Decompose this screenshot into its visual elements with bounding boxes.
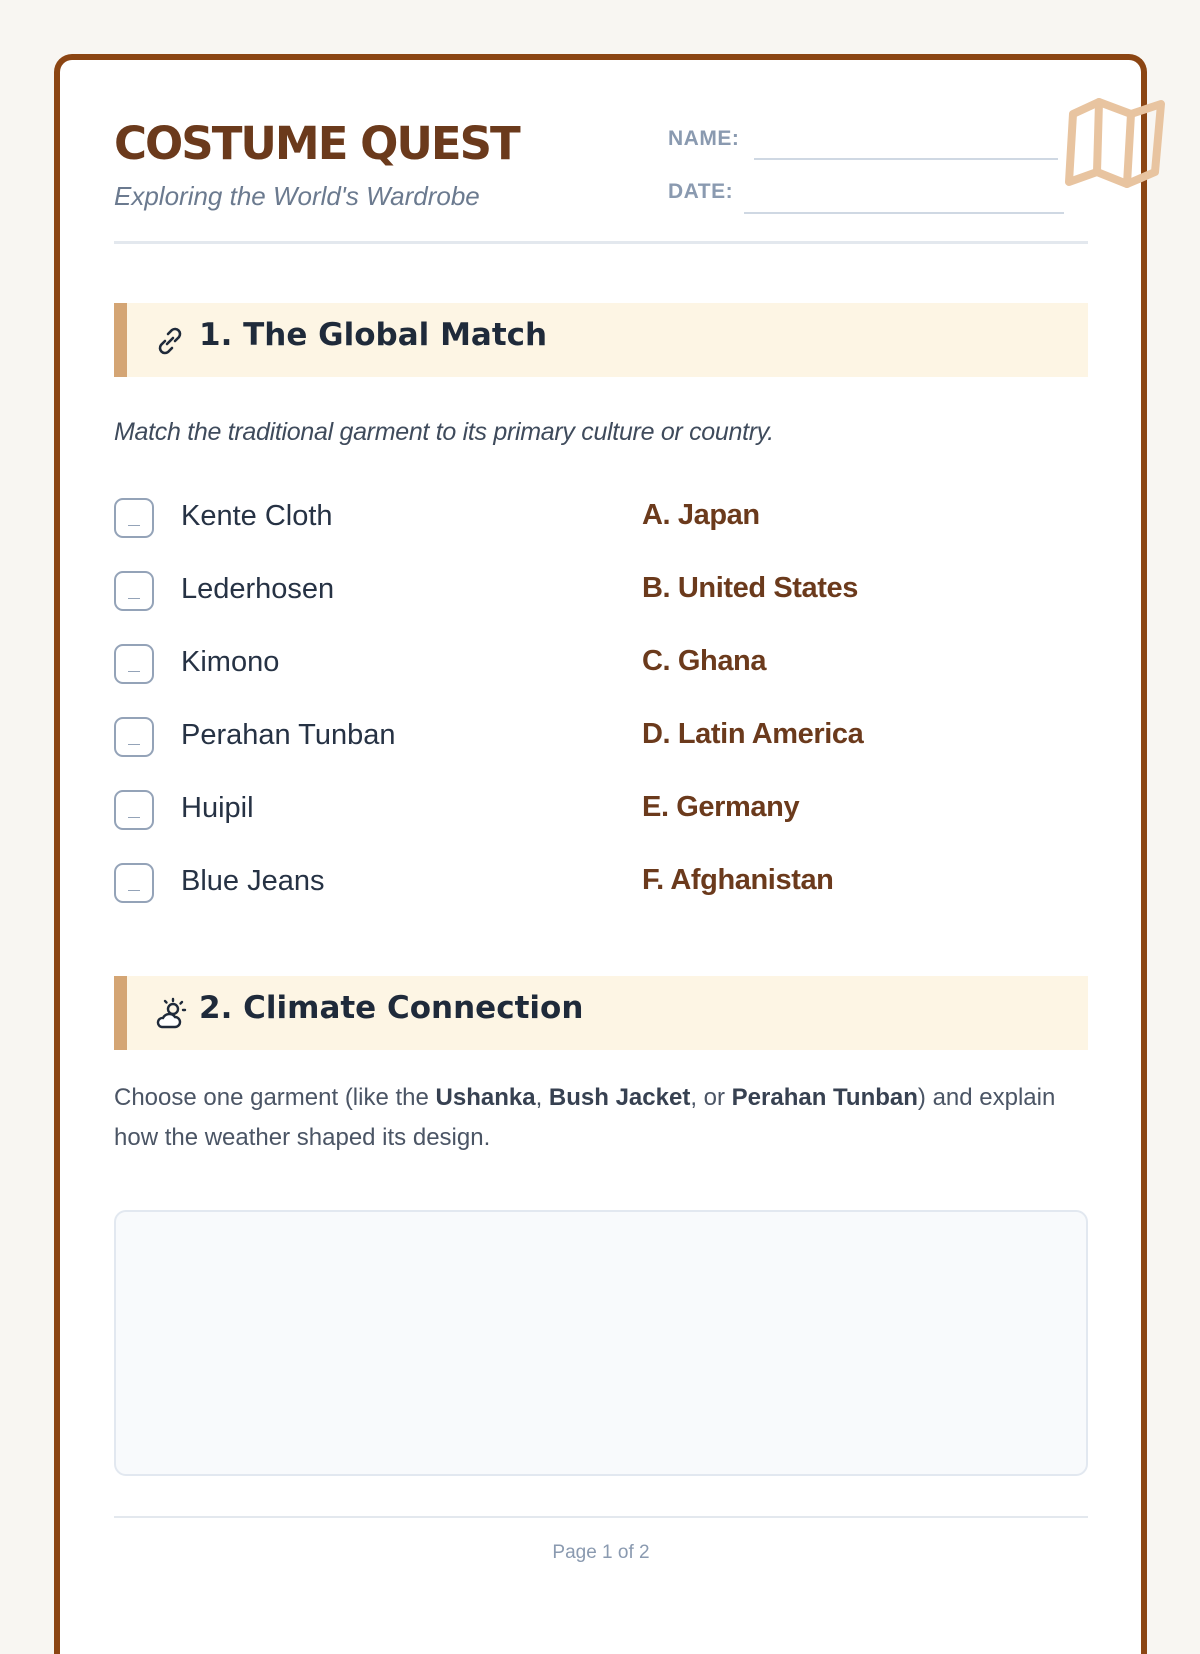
garment-label: Kimono: [181, 646, 280, 678]
garment-label: Huipil: [181, 792, 254, 824]
answer-checkbox[interactable]: [114, 717, 154, 757]
map-icon: [1065, 96, 1169, 196]
culture-option: B. United States: [642, 572, 858, 604]
answer-checkbox[interactable]: [114, 790, 154, 830]
answer-checkbox[interactable]: [114, 644, 154, 684]
culture-option: D. Latin America: [642, 718, 864, 750]
answer-textarea[interactable]: [114, 1210, 1088, 1476]
section-2-prompt: [114, 1078, 1088, 1158]
match-row: [114, 715, 1088, 759]
answer-checkbox[interactable]: [114, 863, 154, 903]
section-2-header: [114, 976, 1088, 1050]
match-row: [114, 569, 1088, 613]
prompt-text: , or: [690, 1084, 732, 1111]
culture-option: A. Japan: [642, 499, 760, 531]
prompt-text: ,: [535, 1084, 549, 1111]
page-number: Page 1 of 2: [552, 1542, 650, 1563]
prompt-text: Choose one garment (like the: [114, 1084, 436, 1111]
prompt-emphasis: Ushanka: [435, 1084, 536, 1111]
culture-option: E. Germany: [642, 791, 800, 823]
answer-checkbox[interactable]: [114, 498, 154, 538]
prompt-emphasis: Bush Jacket: [548, 1084, 691, 1111]
match-row: [114, 788, 1088, 832]
garment-label: Perahan Tunban: [181, 719, 396, 751]
match-row: [114, 496, 1088, 540]
prompt-text: ) and explain how the weather shaped its design.: [114, 1084, 1056, 1151]
section-1-title: 1. The Global Match: [199, 317, 548, 353]
section-1-header: [114, 303, 1088, 377]
garment-label: Blue Jeans: [181, 865, 325, 897]
worksheet-title: COSTUME QUEST: [114, 117, 519, 170]
answer-checkbox[interactable]: [114, 571, 154, 611]
name-label: NAME:: [668, 127, 740, 150]
weather-icon: [153, 997, 187, 1031]
link-icon: [153, 324, 187, 358]
worksheet-subtitle: Exploring the World's Wardrobe: [114, 181, 480, 211]
worksheet-page: [54, 54, 1147, 1654]
culture-option: F. Afghanistan: [642, 864, 834, 896]
date-label: DATE:: [668, 180, 734, 203]
name-field[interactable]: [754, 158, 1058, 160]
match-row: [114, 642, 1088, 686]
footer-divider: [114, 1516, 1088, 1518]
header-divider: [114, 241, 1088, 244]
match-row: [114, 861, 1088, 905]
date-field[interactable]: [744, 212, 1064, 214]
garment-label: Lederhosen: [181, 573, 335, 605]
section-1-instructions: Match the traditional garment to its primary culture or country.: [114, 418, 774, 446]
culture-option: C. Ghana: [642, 645, 767, 677]
garment-label: Kente Cloth: [181, 500, 333, 532]
section-2-title: 2. Climate Connection: [199, 990, 584, 1026]
prompt-emphasis: Perahan Tunban: [731, 1084, 918, 1111]
